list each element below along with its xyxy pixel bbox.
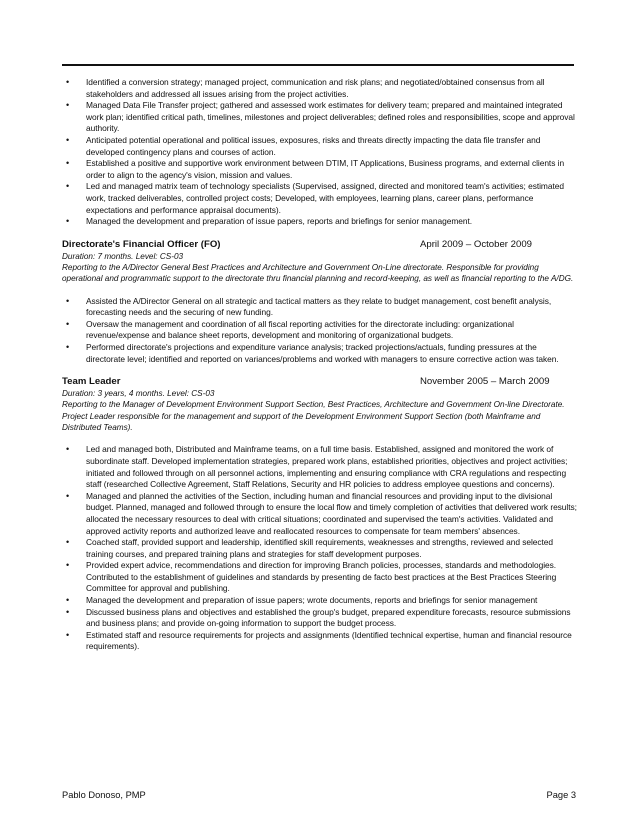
job-title: Team Leader <box>62 376 121 388</box>
bullet-item: • Managed Data File Transfer project; gathered and assessed work estimates for delivery team; prepared and maintained integrated work plan; identified critical path, timelines, milestones and project deliverables; defined roles and responsibilities, scope and approval authority. <box>62 100 577 135</box>
bullet-item: • Provided expert advice, recommendations and direction for improving Branch policies, processes, standards and methodologies. Contributed to the establishment of guidelines and standards by presenting de facto best practices at the Best Practices Steering Committee for approval and publishing. <box>62 560 577 595</box>
bullet-item: • Established a positive and supportive work environment between DTIM, IT Applications, Business programs, and external clients in order to align to the agency's vision, mission and values. <box>62 158 577 181</box>
bullet-item: • Led and managed matrix team of technology specialists (Supervised, assigned, directed and monitored team's activities; estimated work, tracked deliverables, controlled project costs; Developed, with employees, learning plans, career plans, performance expectations and performance appraisal documents). <box>62 181 577 216</box>
bullet-item: • Estimated staff and resource requirements for projects and assignments (Identified technical expertise, human and financial resource requirements). <box>62 630 577 653</box>
job-dates: April 2009 – October 2009 <box>420 238 533 250</box>
bullet-item: • Managed the development and preparation of issue papers; wrote documents, reports and briefings for senior management <box>62 595 577 607</box>
bullet-item: • Performed directorate's projections and expenditure variance analysis; tracked projections/actuals, funding pressures at the directorate level; identified and reported on variances/problems and worked with managers to ensure corrective action was taken. <box>62 342 577 365</box>
bullet-item: • Assisted the A/Director General on all strategic and tactical matters as they relate to budget management, cost benefit analysis, forecasting needs and the securing of new funding. <box>62 296 577 319</box>
page-content <box>62 77 577 653</box>
footer-name: Pablo Donoso, PMP <box>62 790 146 800</box>
job-duration: Duration: 7 months. Level: CS-03 <box>62 251 184 261</box>
job-bullet-list <box>62 444 577 653</box>
job-title: Directorate's Financial Officer (FO) <box>62 238 221 250</box>
bullet-item: • Discussed business plans and objectives and established the group's budget, prepared expenditure forecasts, resource submissions and business plans; and provide on-going information to support the budget process. <box>62 607 577 630</box>
job-header <box>62 375 577 388</box>
bullet-item: • Oversaw the management and coordination of all fiscal reporting activities for the directorate including: organizational revenue/expense and balance sheet reports, development and monitoring of organizational budgets. <box>62 319 577 342</box>
job-dates: November 2005 – March 2009 <box>420 376 550 388</box>
job-section-financial-officer <box>62 238 577 365</box>
bullet-item: • Managed and planned the activities of the Section, including human and financial resources and providing input to the divisional budget. Planned, managed and followed through to ensure the local flow and timely completion of activities that delivered work results; allocated the necessary resources to deal with critical situations; coordinated and supervised the team's activities. Validated and approved activity reports and authorized leave and reallocated resources to compensate for team members' absences. <box>62 491 577 537</box>
bullet-item: • Anticipated potential operational and political issues, exposures, risks and threats directly impacting the data file transfer and developed contingency plans and courses of action. <box>62 135 577 158</box>
footer-page-number: Page 3 <box>546 790 576 800</box>
job-duration: Duration: 3 years, 4 months. Level: CS-03 <box>62 389 215 399</box>
job-description: Reporting to the Manager of Development Environment Support Section, Best Practices, Architecture and Government On-line Directorate. Project Leader responsible for the management and support of the Development Environment Support Section (both Mainframe and Distributed Teams). <box>62 400 565 433</box>
page-footer <box>62 790 576 800</box>
top-divider <box>62 64 574 66</box>
bullet-item: • Coached staff, provided support and leadership, identified skill requirements, weaknesses and strengths, reviewed and selected training courses, and prepared training plans and strategies for staff development purposes. <box>62 537 577 560</box>
job-bullet-list <box>62 296 577 366</box>
job-header <box>62 238 577 251</box>
bullet-item: • Managed the development and preparation of issue papers, reports and briefings for senior management. <box>62 216 577 228</box>
bullet-item: • Led and managed both, Distributed and Mainframe teams, on a full time basis. Established, assigned and monitored the work of subordinate staff. Developed implementation strategies, prepared work plans, established priorities, objectives and project activities; initiated and followed through on all personnel actions, implementing and ensuring compliance with CRA regulations and respecting staff (researched Collective Agreement, Staff Relations, Security and HR policies to address employee questions and concerns). <box>62 444 577 490</box>
job-description: Reporting to the A/Director General Best Practices and Architecture and Government On-Line directorate. Responsible for providing operational and programmatic support to the directorate thru financial planning and record-keeping, as well as financial reporting to the A/DG. <box>62 263 574 284</box>
bullet-item: • Identified a conversion strategy; managed project, communication and risk plans; and negotiated/obtained consensus from all stakeholders and addressed all issues arising from the project activities. <box>62 77 577 100</box>
job-section-team-leader <box>62 375 577 653</box>
intro-bullet-list <box>62 77 577 228</box>
